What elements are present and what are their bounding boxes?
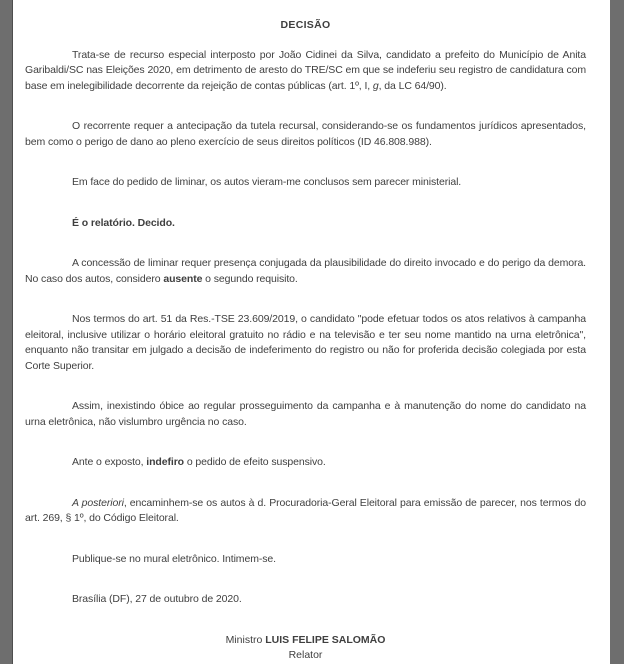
paragraph-text: indefiro	[146, 456, 184, 468]
document-paragraphs	[25, 48, 586, 608]
paragraph	[25, 175, 586, 191]
paragraph-text: ausente	[163, 272, 203, 285]
paragraph	[25, 48, 586, 95]
paragraph-text: Ante o exposto,	[72, 456, 147, 468]
paragraph-text: Brasília (DF), 27 de outubro de 2020.	[72, 593, 242, 605]
signature-block	[25, 633, 586, 664]
paragraph	[25, 552, 586, 568]
paragraph	[25, 312, 586, 374]
paragraph-text: Em face do pedido de liminar, os autos vieram-me conclusos sem parecer ministerial.	[72, 176, 462, 188]
paragraph	[25, 496, 586, 527]
paragraph	[25, 399, 586, 430]
paragraph	[25, 256, 586, 287]
paragraph	[25, 592, 586, 608]
signature-role: Relator	[288, 649, 323, 661]
signature-name: LUIS FELIPE SALOMÃO	[265, 633, 386, 646]
signature-prefix: Ministro	[225, 633, 266, 646]
paragraph	[25, 119, 586, 150]
paragraph	[25, 455, 586, 471]
left-margin-bar	[0, 0, 13, 664]
paragraph-text: Assim, inexistindo óbice ao regular prosseguimento da campanha e à manutenção do nome do candidato na urna eletrônica, não vislumbro urgência no caso.	[25, 400, 586, 428]
document-page	[13, 0, 610, 664]
paragraph-text: o segundo requisito.	[202, 272, 298, 285]
paragraph-text: g	[372, 79, 379, 92]
paragraph-text: É o relatório. Decido.	[72, 216, 175, 229]
paragraph-text: , encaminhem-se os autos à d. Procuradoria-Geral Eleitoral para emissão de parecer, nos termos do art. 269, § 1º, do Código Eleitoral.	[25, 496, 586, 524]
paragraph-text: Publique-se no mural eletrônico. Intimem-se.	[72, 552, 276, 565]
document-title: DECISÃO	[280, 19, 331, 31]
paragraph	[25, 216, 586, 232]
paragraph-text: Trata-se de recurso especial interposto por João Cidinei da Silva, candidato a prefeito do Município de Anita Garibaldi/SC nas Eleições 2020, em detrimento de aresto do TRE/SC em que se indeferiu seu registro de candidatura com base em inelegibilidade decorrente da rejeição de contas públicas (art. 1º, I,	[25, 48, 586, 92]
paragraph-text: , da LC 64/90).	[378, 79, 447, 92]
paragraph-text: O recorrente requer a antecipação da tutela recursal, considerando-se os fundamentos jurídicos apresentados, bem como o perigo de dano ao pleno exercício de seus direitos políticos (ID 46.808.988).	[25, 120, 586, 148]
paragraph-text: A concessão de liminar requer presença conjugada da plausibilidade do direito invocado e do perigo da demora. No caso dos autos, considero	[25, 257, 586, 285]
paragraph-text: A posteriori	[72, 496, 124, 509]
right-margin-bar	[610, 0, 624, 664]
signature-line	[25, 633, 586, 649]
paragraph-text: Nos termos do art. 51 da Res.-TSE 23.609/2019, o candidato "pode efetuar todos os atos relativos à campanha eleitoral, inclusive utilizar o horário eleitoral gratuito no rádio e na televisão e ter seu nome mantido na urna eletrônica", enquanto não transitar em julgado a decisão de indeferimento do registro ou não for proferida decisão colegiada por esta Corte Superior.	[25, 313, 586, 372]
paragraph-text: o pedido de efeito suspensivo.	[184, 456, 326, 468]
